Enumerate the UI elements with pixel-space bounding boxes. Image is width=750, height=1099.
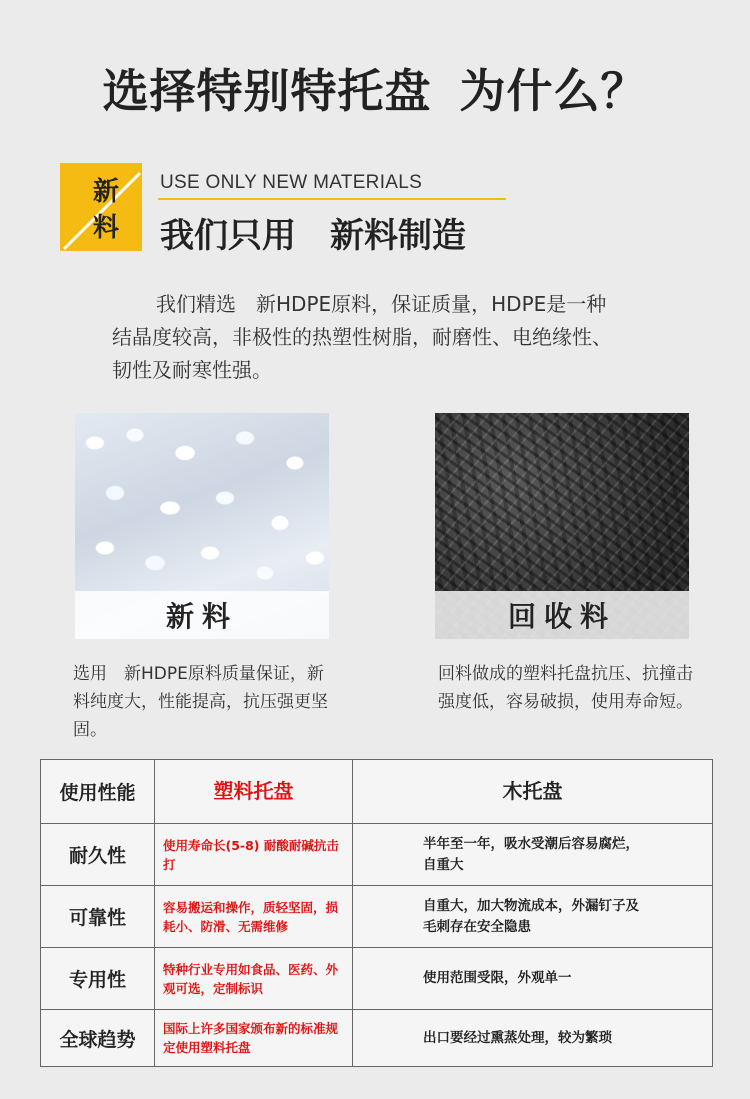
row-label: 全球趋势 (41, 1010, 155, 1067)
comparison-table (40, 759, 713, 1067)
new-material-label: 新料 (75, 591, 329, 639)
intro-line-3: 韧性及耐寒性强。 (112, 358, 272, 382)
header-wood-pallet: 木托盘 (353, 760, 713, 824)
subtitle-cn-part1: 我们只用 (160, 216, 296, 256)
wood-cell: 半年至一年，吸水受潮后容易腐烂，自重大 (353, 824, 713, 886)
subtitle-underline (158, 198, 506, 200)
plastic-cell: 容易搬运和操作，质轻坚固，损耗小、防滑、无需维修 (155, 886, 353, 948)
table-row (41, 824, 713, 886)
page-title (0, 55, 750, 121)
wood-cell: 自重大，加大物流成本，外漏钉子及毛刺存在安全隐患 (353, 886, 713, 948)
title-part1: 选择特别特托盘 (102, 64, 432, 118)
subtitle-cn-part2: 新料制造 (330, 216, 466, 256)
new-material-badge (60, 163, 142, 251)
caption-line: 料纯度大，性能提高，抗压强更坚 (73, 692, 328, 712)
wood-cell: 使用范围受限，外观单一 (353, 948, 713, 1010)
new-material-caption (73, 660, 373, 744)
intro-line-2: 结晶度较高，非极性的热塑性树脂，耐磨性、电绝缘性、 (112, 325, 612, 349)
table-row (41, 948, 713, 1010)
plastic-cell: 特种行业专用如食品、医药、外观可选，定制标识 (155, 948, 353, 1010)
table-header-row (41, 760, 713, 824)
recycled-material-photo (435, 413, 689, 639)
badge-char-2: 料 (93, 213, 120, 243)
title-part2: 为什么？ (459, 64, 648, 118)
wood-cell: 出口要经过熏蒸处理，较为繁琐 (353, 1010, 713, 1067)
intro-paragraph (112, 288, 672, 387)
new-material-photo (75, 413, 329, 639)
caption-line: 强度低，容易破损，使用寿命短。 (438, 692, 693, 712)
header-plastic-pallet: 塑料托盘 (155, 760, 353, 824)
caption-line: 固。 (73, 720, 107, 740)
recycled-material-caption (438, 660, 728, 716)
row-label: 专用性 (41, 948, 155, 1010)
row-label: 耐久性 (41, 824, 155, 886)
plastic-cell: 使用寿命长(5-8) 耐酸耐碱抗击打 (155, 824, 353, 886)
intro-line-1: 我们精选 新HDPE原料，保证质量，HDPE是一种 (156, 292, 607, 316)
badge-char-1: 新 (93, 177, 120, 207)
table-row (41, 1010, 713, 1067)
header-performance: 使用性能 (41, 760, 155, 824)
row-label: 可靠性 (41, 886, 155, 948)
plastic-cell: 国际上许多国家颁布新的标准规定使用塑料托盘 (155, 1010, 353, 1067)
caption-line: 选用 新HDPE原料质量保证，新 (73, 664, 324, 684)
recycled-material-label: 回收料 (435, 591, 689, 639)
caption-line: 回料做成的塑料托盘抗压、抗撞击 (438, 664, 693, 684)
table-row (41, 886, 713, 948)
subtitle-chinese (160, 208, 466, 257)
subtitle-english: USE ONLY NEW MATERIALS (160, 172, 423, 193)
